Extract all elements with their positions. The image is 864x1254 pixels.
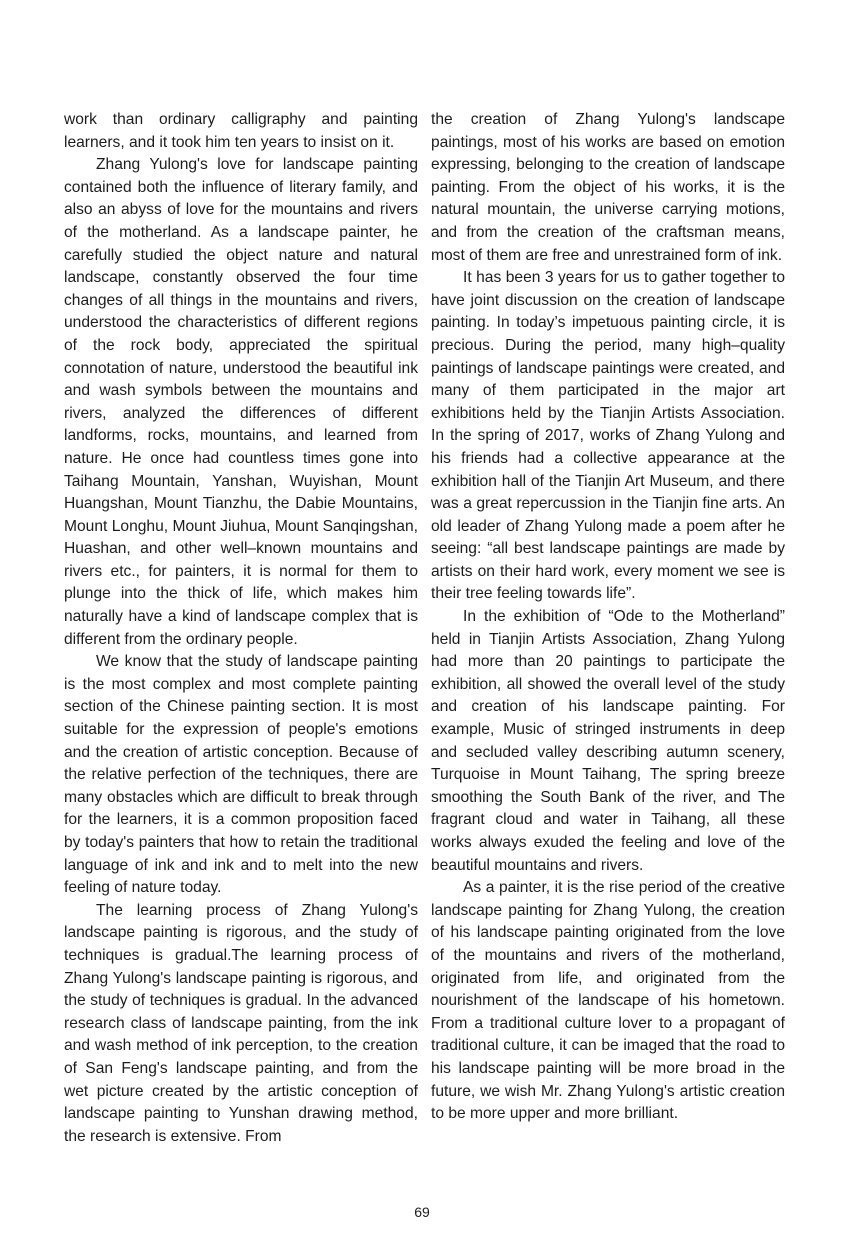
paragraph: The learning process of Zhang Yulong's landscape painting is rigorous, and the study of techniques is gradual.The learning process of Zhang Yulong's landscape painting is rigorous, and the study of techniques is gradual. In the advanced research class of landscape painting, from the ink and wash method of ink perception, to the creation of San Feng's landscape painting, and from the wet picture created by the artistic conception of landscape painting to Yunshan drawing method, the research is extensive. From	[64, 901, 418, 1145]
paragraph: As a painter, it is the rise period of the creative landscape painting for Zhang Yulong, the creation of his landscape painting originated from the love of the mountains and rivers of the motherland, originated from life, and originated from the nourishment of the landscape of his hometown. From a traditional culture lover to a propagant of traditional culture, it can be imaged that the road to his landscape painting will be more broad in the future, we wish Mr. Zhang Yulong's artistic creation to be more upper and more brilliant.	[431, 879, 785, 1123]
paragraph: In the exhibition of “Ode to the Motherland” held in Tianjin Artists Association, Zhang Yulong had more than 20 paintings to participate the exhibition, all showed the overall level of the study and creation of his landscape painting. For example, Music of stringed instruments in deep and secluded valley describing autumn scenery, Turquoise in Mount Taihang, The spring breeze smoothing the South Bank of the river, and The fragrant cloud and water in Taihang, all these works always exuded the feeling and love of the beautiful mountains and rivers.	[431, 608, 785, 874]
paragraph: Zhang Yulong's love for landscape painting contained both the influence of literary family, and also an abyss of love for the mountains and rivers of the motherland. As a landscape painter, he carefully studied the object nature and natural landscape, constantly observed the four time changes of all things in the mountains and rivers, understood the characteristics of different regions of the rock body, appreciated the spiritual connotation of nature, understood the beautiful ink and wash symbols between the mountains and rivers, analyzed the differences of different landforms, rocks, mountains, and learned from nature. He once had countless times gone into Taihang Mountain, Yanshan, Wuyishan, Mount Huangshan, Mount Tianzhu, the Dabie Mountains, Mount Longhu, Mount Jiuhua, Mount Sanqingshan, Huashan, and other well–known mountains and rivers etc., for painters, it is normal for them to plunge into the thick of life, which makes him naturally have a kind of landscape complex that is different from the ordinary people.	[64, 156, 418, 648]
paragraph: the creation of Zhang Yulong's landscape paintings, most of his works are based on emotion expressing, belonging to the creation of landscape painting. From the object of his works, it is the natural mountain, the universe carrying motions, and from the creation of the craftsman means, most of them are free and unrestrained form of ink.	[431, 111, 785, 264]
page-number: 69	[414, 1204, 430, 1220]
paragraph: work than ordinary calligraphy and painting learners, and it took him ten years to insist on it.	[64, 111, 418, 151]
right-text-column	[431, 109, 785, 1126]
paragraph: It has been 3 years for us to gather together to have joint discussion on the creation of landscape painting. In today’s impetuous painting circle, it is precious. During the period, many high–quality paintings of landscape paintings were created, and many of them participated in the major art exhibitions held by the Tianjin Artists Association. In the spring of 2017, works of Zhang Yulong and his friends had a collective appearance at the exhibition hall of the Tianjin Art Museum, and there was a great repercussion in the Tianjin fine arts. An old leader of Zhang Yulong made a poem after he seeing: “all best landscape paintings are made by artists on their hard work, every moment we see is their tree feeling towards life”.	[431, 269, 785, 603]
left-text-column	[64, 109, 418, 1148]
paragraph: We know that the study of landscape painting is the most complex and most complete painting section of the Chinese painting section. It is most suitable for the expression of people's emotions and the creation of artistic conception. Because of the relative perfection of the techniques, there are many obstacles which are difficult to break through for the learners, it is a common proposition faced by today's painters that how to retain the traditional language of ink and ink and to melt into the new feeling of nature today.	[64, 653, 418, 897]
